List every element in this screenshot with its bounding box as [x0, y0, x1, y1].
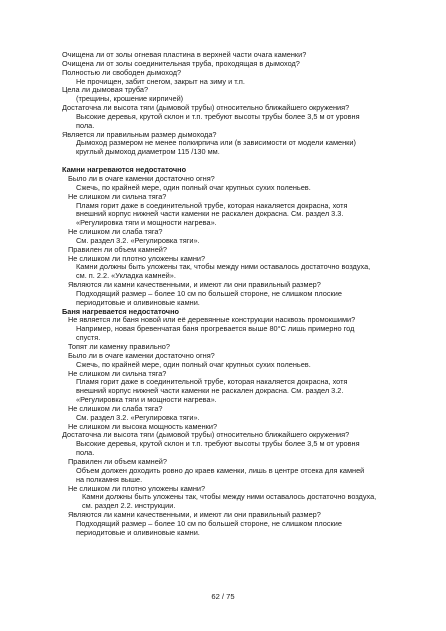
text-line: пола. — [76, 448, 95, 458]
text-line: Сжечь, по крайней мере, один полный очаг крупных сухих поленьев. — [76, 182, 311, 192]
text-line: «Регулировка тяги и мощности нагрева». — [76, 218, 217, 228]
text-line: «Регулировка тяги и мощности нагрева». — [76, 395, 217, 405]
text-line: Очищена ли от золы соединительная труба, проходящая в дымоход? — [62, 58, 300, 68]
text-line: Пламя горит даже в соединительной трубе, которая накаляется докрасна, хотя — [76, 200, 348, 210]
text-line: Было ли в очаге каменки достаточно огня? — [68, 350, 215, 360]
section-sauna-lines — [62, 316, 394, 537]
text-line: Сжечь, по крайней мере, один полный очаг крупных сухих поленьев. — [76, 359, 311, 369]
text-line: Не слишком ли слаба тяга? — [68, 227, 163, 237]
section-top-lines — [62, 51, 394, 157]
text-line: спустя. — [76, 333, 101, 343]
text-line: Достаточна ли высота тяги (дымовой трубы) относительно ближайшего окружения? — [62, 103, 350, 113]
text-line: Не слишком ли высока мощность каменки? — [68, 421, 218, 431]
text-line: Достаточна ли высота тяги (дымовой трубы) относительно ближайшего окружения? — [62, 430, 350, 440]
text-line: Является ли правильным размер дымохода? — [62, 129, 217, 139]
text-line: Правилен ли объем камней? — [68, 244, 167, 254]
text-line: Высокие деревья, крутой склон и т.п. требуют высоты трубы более 3,5 м от уровня — [76, 111, 360, 121]
text-line: внешний корпус нижней части каменки не раскален докрасна. См. раздел 3.2. — [76, 386, 344, 396]
text-line: Подходящий размер – более 10 см по большей стороне, не слишком плоские — [76, 288, 342, 298]
text-line: Правилен ли объем камней? — [68, 456, 167, 466]
text-line: Не слишком ли слаба тяга? — [68, 403, 163, 413]
text-line: Не является ли баня новой или её деревянные конструкции насквозь промокшими? — [68, 315, 356, 325]
text-line: Дымоход размером не менее полкирпича или (в зависимости от модели каменки) — [76, 138, 356, 148]
text-line: см. раздел 2.2. инструкции. — [82, 501, 176, 511]
text-line: круглый дымоход диаметром 115 /130 мм. — [76, 147, 220, 157]
text-line: Высокие деревья, крутой склон и т.п. требуют высоты трубы более 3,5 м от уровня — [76, 439, 360, 449]
section-sauna — [62, 308, 394, 538]
text-line: Не слишком ли сильна тяга? — [68, 191, 167, 201]
text-line: внешний корпус нижней части каменки не раскален докрасна. См. раздел 3.3. — [76, 209, 344, 219]
text-line: пола. — [76, 120, 95, 130]
text-line: Полностью ли свободен дымоход? — [62, 67, 182, 77]
text-line: Не слишком ли плотно уложены камни? — [68, 253, 206, 263]
text-line: (трещины, крошение кирпичей) — [76, 94, 184, 104]
page-number: 62 / 75 — [211, 592, 235, 601]
text-line: Не слишком ли сильна тяга? — [68, 368, 167, 378]
text-line: Объем должен доходить ровно до краев каменки, лишь в центре отсека для камней — [76, 465, 365, 475]
text-line: Топят ли каменку правильно? — [68, 342, 170, 351]
text-line: См. раздел 3.2. «Регулировка тяги». — [76, 412, 200, 422]
text-line: Камни должны быть уложены так, чтобы между ними оставалось достаточно воздуха, — [82, 492, 377, 502]
text-line: Камни должны быть уложены так, чтобы между ними оставалось достаточно воздуха, — [76, 262, 371, 272]
text-line: см. п. 2.2. «Укладка камней». — [76, 271, 176, 281]
section-stones-lines — [62, 175, 394, 308]
text-line: Пламя горит даже в соединительной трубе, которая накаляется докрасна, хотя — [76, 377, 348, 387]
text-line: Подходящий размер – более 10 см по большей стороне, не слишком плоские — [76, 518, 342, 528]
section-stones — [62, 166, 394, 308]
text-line: Являются ли камни качественными, и имеют ли они правильный размер? — [68, 510, 321, 520]
text-line: Не прочищен, забит снегом, закрыт на зиму и т.п. — [76, 76, 245, 86]
page-content — [62, 51, 394, 538]
text-line: См. раздел 3.2. «Регулировка тяги». — [76, 235, 200, 245]
text-line: на полкамня выше. — [76, 474, 143, 484]
text-line: Цела ли дымовая труба? — [62, 85, 149, 95]
section-heading: Камни нагреваются недостаточно — [62, 165, 187, 175]
text-line: периодитовые и оливиновые камни. — [76, 527, 200, 537]
text-line: периодитовые и оливиновые камни. — [76, 297, 200, 307]
text-line: Было ли в очаге каменки достаточно огня? — [68, 173, 215, 183]
text-line: Например, новая бревенчатая баня прогревается выше 80°С лишь примерно год — [76, 324, 355, 334]
text-line: Не слишком ли плотно уложены камни? — [68, 483, 206, 493]
text-line: Очищена ли от золы огневая пластина в верхней части очага каменки? — [62, 50, 307, 59]
text-line: Являются ли камни качественными, и имеют ли они правильный размер? — [68, 280, 321, 290]
section-heading: Баня нагревается недостаточно — [62, 306, 179, 316]
section-top — [62, 51, 394, 157]
